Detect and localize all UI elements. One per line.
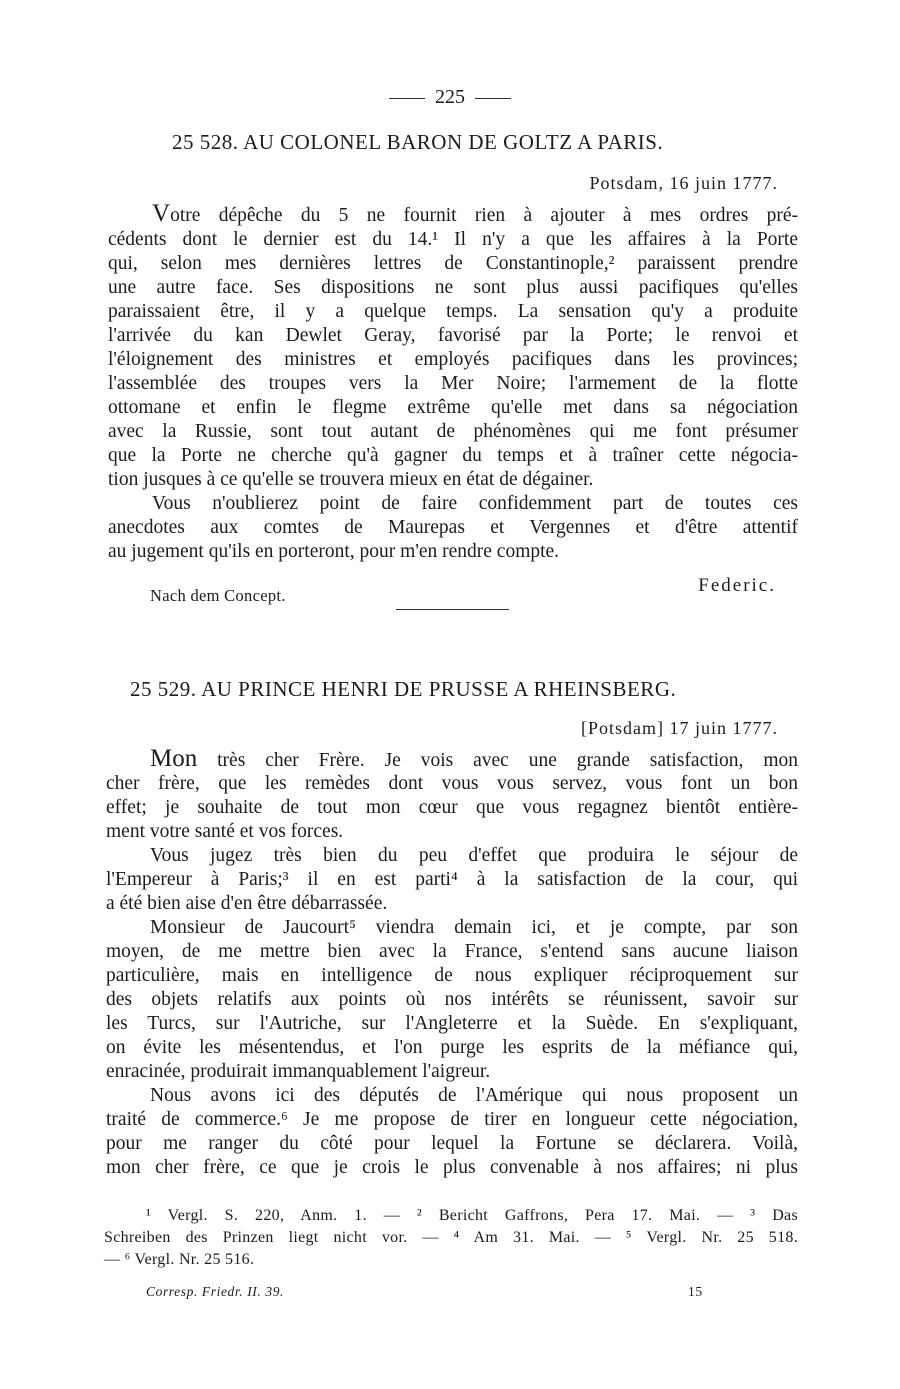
body-line: Nous avons ici des députés de l'Amérique qui nous proposent un [150, 1085, 798, 1106]
body-line: que la Porte ne cherche qu'à gagner du temps et à traîner cette négocia- [108, 445, 798, 466]
body-line: une autre face. Ses dispositions ne sont plus aussi pacifiques qu'elles [108, 277, 798, 298]
letter-dateline: [Potsdam] 17 juin 1777. [581, 718, 778, 738]
page-number-dash-right [475, 98, 511, 99]
body-line: des objets relatifs aux points où nos intérêts se réunissent, savoir sur [106, 989, 798, 1010]
page-number [0, 86, 900, 109]
body-line: a été bien aise d'en être débarrassée. [106, 893, 388, 914]
body-line: les Turcs, sur l'Autriche, sur l'Angleterre et la Suède. En s'expliquant, [106, 1013, 798, 1034]
sheet-number: 15 [688, 1284, 703, 1299]
body-line: avec la Russie, sont tout autant de phénomènes qui me font présumer [108, 421, 798, 442]
body-line: l'éloignement des ministres et employés pacifiques dans les provinces; [108, 349, 798, 370]
body-line: enracinée, produirait immanquablement l'aigreur. [106, 1061, 491, 1082]
body-line: particulière, mais en intelligence de nous expliquer réciproquement sur [106, 965, 798, 986]
body-line: Vous jugez très bien du peu d'effet que produira le séjour de [150, 845, 798, 866]
signature: Federic. [698, 575, 776, 596]
body-line: paraissaient être, il y a quelque temps. La sensation qu'y a produite [108, 301, 798, 322]
body-line: pour me ranger du côté pour lequel la Fortune se déclarera. Voilà, [106, 1133, 798, 1154]
body-line: tion jusques à ce qu'elle se trouvera mieux en état de dégainer. [108, 469, 594, 490]
body-line: moyen, de me mettre bien avec la France, s'entend sans aucune liaison [106, 941, 798, 962]
signature-mark: Corresp. Friedr. II. 39. [146, 1284, 285, 1299]
page-number-dash-left [389, 98, 425, 99]
source-note: Nach dem Concept. [150, 586, 286, 605]
body-line: traité de commerce.⁶ Je me propose de tirer en longueur cette négociation, [106, 1109, 798, 1130]
body-line: Monsieur de Jaucourt⁵ viendra demain ici, et je compte, par son [150, 917, 798, 938]
footnote-line: Schreiben des Prinzen liegt nicht vor. — ⁴ Am 31. Mai. — ⁵ Vergl. Nr. 25 518. [104, 1229, 798, 1246]
body-line: l'Empereur à Paris;³ il en est parti⁴ à la satisfaction de la cour, qui [106, 869, 798, 890]
body-line: ottomane et enfin le flegme extrême qu'elle met dans sa négociation [108, 397, 798, 418]
letter-dateline: Potsdam, 16 juin 1777. [589, 173, 778, 193]
body-line: effet; je souhaite de tout mon cœur que vous regagnez bientôt entière- [106, 797, 798, 818]
initial-letter: V [152, 200, 171, 227]
body-line: ment votre santé et vos forces. [106, 821, 344, 842]
letter-heading: 25 528. AU COLONEL BARON DE GOLTZ A PARIS. [172, 130, 664, 154]
body-line: au jugement qu'ils en porteront, pour m'en rendre compte. [108, 541, 560, 562]
body-line: qui, selon mes dernières lettres de Constantinople,² paraissent prendre [108, 253, 798, 274]
body-line: Mon très cher Frère. Je vois avec une grande satisfaction, mon [150, 745, 798, 772]
body-line: l'arrivée du kan Dewlet Geray, favorisé par la Porte; le renvoi et [108, 325, 798, 346]
letter-heading: 25 529. AU PRINCE HENRI DE PRUSSE A RHEINSBERG. [130, 677, 677, 701]
body-line: l'assemblée des troupes vers la Mer Noire; l'armement de la flotte [108, 373, 798, 394]
section-divider [396, 609, 509, 610]
body-line: on évite les mésentendus, et l'on purge les esprits de la méfiance qui, [106, 1037, 798, 1058]
body-line: Votre dépêche du 5 ne fournit rien à ajouter à mes ordres pré- [152, 200, 798, 227]
body-line: anecdotes aux comtes de Maurepas et Vergennes et d'être attentif [108, 517, 798, 538]
body-line: Vous n'oublierez point de faire confidemment part de toutes ces [152, 493, 798, 514]
body-line: cher frère, que les remèdes dont vous vous servez, vous font un bon [106, 773, 798, 794]
footnote-line: ¹ Vergl. S. 220, Anm. 1. — ² Bericht Gaffrons, Pera 17. Mai. — ³ Das [146, 1207, 798, 1224]
body-line: mon cher frère, ce que je crois le plus convenable à nos affaires; ni plus [106, 1157, 798, 1178]
footnote-line: — ⁶ Vergl. Nr. 25 516. [104, 1251, 255, 1268]
opening-word: Mon [150, 745, 198, 772]
page-number-text: 225 [435, 86, 465, 108]
body-line: cédents dont le dernier est du 14.¹ Il n'y a que les affaires à la Porte [108, 229, 798, 250]
